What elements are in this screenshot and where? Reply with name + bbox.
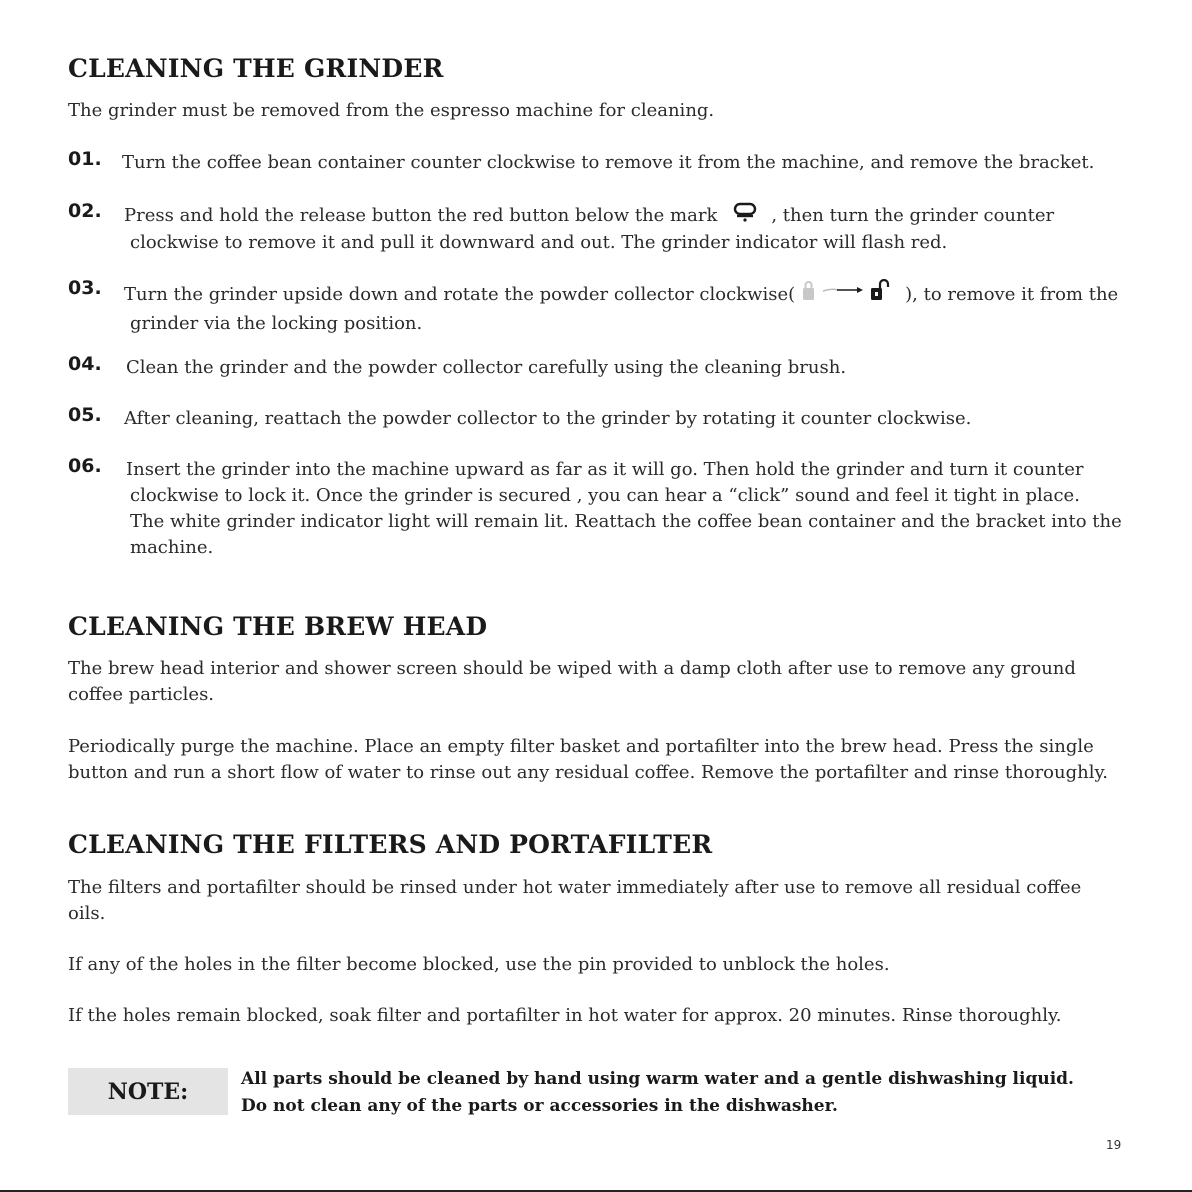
note-label-box: [68, 1068, 228, 1115]
step-text: [126, 457, 1126, 561]
heading-cleaning-grinder: CLEANING THE GRINDER: [68, 54, 444, 83]
filters-para-3: If the holes remain blocked, soak filter and portafilter in hot water for approx. 20 minutes. Rinse thoroughly.: [68, 1005, 1062, 1026]
step-text-line: clockwise to lock it. Once the grinder is secured , you can hear a “click” sound and feel it tight in place.: [130, 485, 1080, 506]
step-text-line: clockwise to remove it and pull it downward and out. The grinder indicator will flash red.: [130, 232, 948, 253]
heading-cleaning-filters: CLEANING THE FILTERS AND PORTAFILTER: [68, 830, 713, 859]
step-number: 02.: [68, 200, 102, 222]
step-text-line: Turn the grinder upside down and rotate the powder collector clockwise(: [124, 284, 796, 305]
step-text-line: , then turn the grinder counter: [771, 205, 1055, 226]
heading-cleaning-brew-head: CLEANING THE BREW HEAD: [68, 612, 488, 641]
brew-head-para-1: The brew head interior and shower screen should be wiped with a damp cloth after use to remove any ground coffee particles.: [68, 658, 1076, 705]
step-text: [124, 202, 1124, 256]
step-text: [124, 279, 1124, 337]
grinder-mark-icon: [733, 202, 757, 230]
note-text: [241, 1066, 1141, 1120]
brew-head-para-2: Periodically purge the machine. Place an empty filter basket and portafilter into the brew head. Press the single button and run a short flow of water to rinse out any residual coffee. Remove the portafilter and rinse thoroughly.: [68, 736, 1108, 783]
step-text: Clean the grinder and the powder collector carefully using the cleaning brush.: [126, 357, 847, 378]
step-text-line: machine.: [130, 537, 214, 558]
grinder-intro: The grinder must be removed from the espresso machine for cleaning.: [68, 100, 715, 121]
filters-para-1: The filters and portafilter should be rinsed under hot water immediately after use to remove all residual coffee oils.: [68, 877, 1082, 924]
filters-para-2: If any of the holes in the filter become blocked, use the pin provided to unblock the holes.: [68, 954, 890, 975]
note-line: All parts should be cleaned by hand using warm water and a gentle dishwashing liquid.: [241, 1069, 1074, 1089]
step-text-line: The white grinder indicator light will remain lit. Reattach the coffee bean container and the bracket into the: [130, 511, 1122, 532]
step-text: After cleaning, reattach the powder collector to the grinder by rotating it counter clockwise.: [124, 408, 972, 429]
step-number: 04.: [68, 353, 102, 375]
step-number: 06.: [68, 455, 102, 477]
step-number: 03.: [68, 277, 102, 299]
step-text-line: ), to remove it from the: [905, 284, 1119, 305]
step-text-line: Insert the grinder into the machine upward as far as it will go. Then hold the grinder and turn it counter: [126, 459, 1084, 480]
page-number: 19: [1106, 1138, 1122, 1152]
step-text-line: Press and hold the release button the red button below the mark: [124, 205, 718, 226]
step-number: 01.: [68, 148, 102, 170]
step-text-line: grinder via the locking position.: [130, 313, 423, 334]
lock-to-unlock-icon: [797, 279, 903, 311]
step-text: Turn the coffee bean container counter clockwise to remove it from the machine, and remove the bracket.: [122, 152, 1095, 173]
note-label: NOTE:: [107, 1078, 189, 1105]
step-number: 05.: [68, 404, 102, 426]
note-line: Do not clean any of the parts or accessories in the dishwasher.: [241, 1096, 838, 1116]
